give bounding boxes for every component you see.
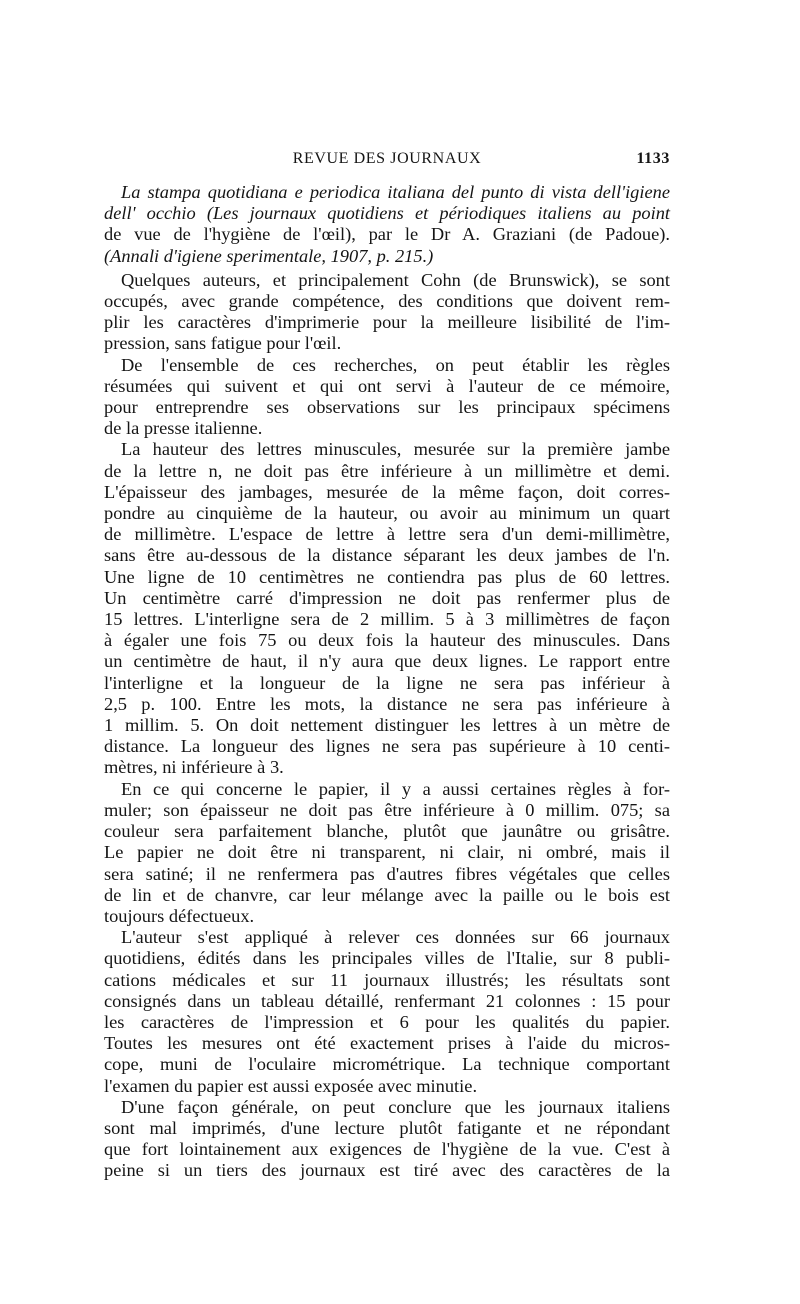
text-line: consignés dans un tableau détaillé, renfermant 21 colonnes : 15 pour — [104, 990, 670, 1011]
text-line: résumées qui suivent et qui ont servi à l'auteur de ce mémoire, — [104, 375, 670, 396]
text-line: sera satiné; il ne renfermera pas d'autres fibres végétales que celles — [104, 863, 670, 884]
text-line: mètres, ni inférieure à 3. — [104, 757, 284, 778]
text-line: quotidiens, édités dans les principales villes de l'Italie, sur 8 publi- — [104, 948, 670, 969]
paragraph — [104, 1097, 670, 1182]
article-body — [104, 182, 670, 1182]
text-line: de millimètre. L'espace de lettre à lettre sera d'un demi-millimètre, — [104, 524, 670, 545]
text-line: 1 millim. 5. On doit nettement distinguer les lettres à un mètre de — [104, 715, 670, 736]
text-line: que fort lointainement aux exigences de l'hygiène de la vue. C'est à — [104, 1139, 670, 1160]
text-line: (Annali d'igiene sperimentale, 1907, p. 215.) — [104, 245, 434, 266]
text-line: La stampa quotidiana e periodica italiana del punto di vista dell'igiene — [121, 182, 670, 202]
text-line: à égaler une fois 75 ou deux fois la hauteur des minuscules. Dans — [104, 630, 670, 651]
text-line: sans être au-dessous de la distance séparant les deux jambes de l'n. — [104, 545, 670, 566]
text-line: cope, muni de l'oculaire micrométrique. La technique comportant — [104, 1054, 670, 1075]
text-line: pondre au cinquième de la hauteur, ou avoir au minimum un quart — [104, 503, 670, 524]
paragraph — [104, 270, 670, 355]
text-line: pour entreprendre ses observations sur les principaux spécimens — [104, 397, 670, 418]
text-line: l'examen du papier est aussi exposée avec minutie. — [104, 1075, 478, 1096]
text-line: l'interligne et la longueur de la ligne ne sera pas inférieur à — [104, 672, 670, 693]
text-line: L'auteur s'est appliqué à relever ces données sur 66 journaux — [121, 927, 670, 948]
article-title-paragraph — [104, 182, 670, 267]
text-line: peine si un tiers des journaux est tiré avec des caractères de la — [104, 1160, 670, 1181]
text-line: muler; son épaisseur ne doit pas être inférieure à 0 millim. 075; sa — [104, 799, 670, 820]
text-line: Un centimètre carré d'impression ne doit pas renfermer plus de — [104, 587, 670, 608]
text-line: 2,5 p. 100. Entre les mots, la distance ne sera pas inférieure à — [104, 693, 670, 714]
text-line: sont mal imprimés, d'une lecture plutôt fatigante et ne répondant — [104, 1117, 670, 1138]
page-number: 1133 — [636, 150, 670, 167]
text-line: de la lettre n, ne doit pas être inférieure à un millimètre et demi. — [104, 460, 670, 481]
text-line: de vue de l'hygiène de l'œil), par le Dr A. Graziani (de Padoue). — [104, 224, 670, 245]
running-title: REVUE DES JOURNAUX — [292, 150, 482, 167]
text-line: occupés, avec grande compétence, des conditions que doivent rem- — [104, 291, 670, 312]
text-line: les caractères de l'impression et 6 pour les qualités du papier. — [104, 1011, 670, 1032]
text-line: plir les caractères d'imprimerie pour la meilleure lisibilité de l'im- — [104, 312, 670, 333]
text-line: un centimètre de haut, il n'y aura que deux lignes. Le rapport entre — [104, 651, 670, 672]
text-line: Quelques auteurs, et principalement Cohn (de Brunswick), se sont — [121, 269, 670, 290]
running-head — [104, 150, 670, 172]
text-line: Toutes les mesures ont été exactement prises à l'aide du micros- — [104, 1033, 670, 1054]
text-line: distance. La longueur des lignes ne sera pas supérieure à 10 centi- — [104, 736, 670, 757]
text-line: De l'ensemble de ces recherches, on peut établir les règles — [121, 354, 670, 375]
paragraph — [104, 779, 670, 927]
text-line: L'épaisseur des jambages, mesurée de la même façon, doit corres- — [104, 481, 670, 502]
text-line: Une ligne de 10 centimètres ne contiendra pas plus de 60 lettres. — [104, 566, 670, 587]
text-line: La hauteur des lettres minuscules, mesurée sur la première jambe — [121, 439, 670, 460]
paragraph — [104, 355, 670, 440]
text-line: dell' occhio (Les journaux quotidiens et périodiques italiens au point — [104, 203, 670, 224]
text-line: D'une façon générale, on peut conclure que les journaux italiens — [121, 1096, 670, 1117]
text-line: En ce qui concerne le papier, il y a aussi certaines règles à for- — [121, 778, 670, 799]
text-line: toujours défectueux. — [104, 905, 255, 926]
text-line: couleur sera parfaitement blanche, plutôt que jaunâtre ou grisâtre. — [104, 821, 670, 842]
paragraph — [104, 927, 670, 1097]
paragraph — [104, 439, 670, 778]
text-line: cations médicales et sur 11 journaux illustrés; les résultats sont — [104, 969, 670, 990]
text-line: 15 lettres. L'interligne sera de 2 millim. 5 à 3 millimètres de façon — [104, 609, 670, 630]
text-line: pression, sans fatigue pour l'œil. — [104, 333, 342, 354]
text-line: Le papier ne doit être ni transparent, ni clair, ni ombré, mais il — [104, 842, 670, 863]
text-line: de lin et de chanvre, car leur mélange avec la paille ou le bois est — [104, 884, 670, 905]
text-line: de la presse italienne. — [104, 418, 263, 439]
